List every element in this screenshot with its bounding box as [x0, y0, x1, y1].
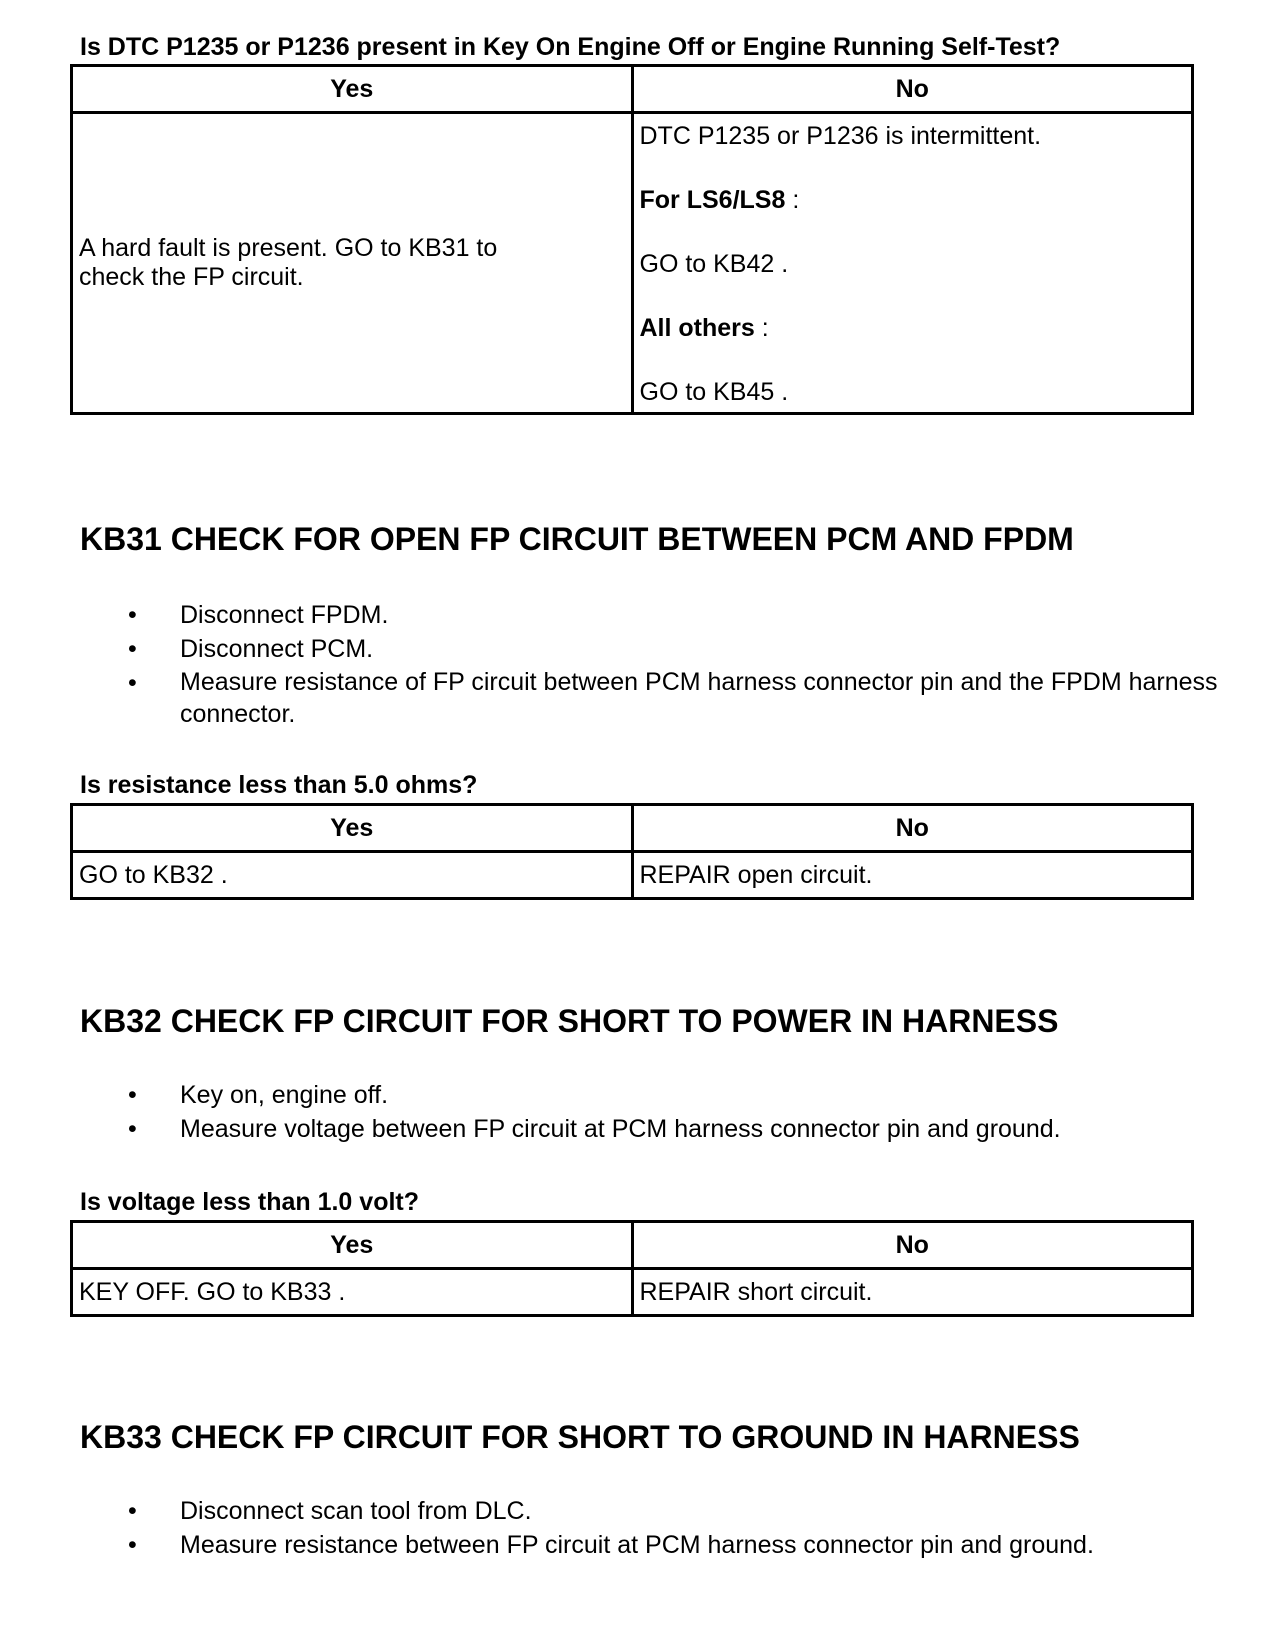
table-row: [72, 113, 1193, 414]
no-cell: REPAIR short circuit.: [632, 1269, 1193, 1316]
yes-header: Yes: [72, 66, 633, 113]
no-cell: [632, 113, 1193, 414]
kb32-heading: KB32 CHECK FP CIRCUIT FOR SHORT TO POWER IN HARNESS: [80, 1003, 1059, 1039]
table-row: [72, 1269, 1193, 1316]
ls-models-label: For LS6/LS8 :: [639, 186, 800, 214]
kb33-steps: [120, 1494, 1240, 1562]
kb32-question: Is voltage less than 1.0 volt?: [80, 1188, 420, 1216]
yes-header: Yes: [72, 1222, 633, 1269]
intermittent-text: DTC P1235 or P1236 is intermittent.: [639, 122, 1042, 150]
no-header: No: [632, 1222, 1193, 1269]
goto-kb42-text: GO to KB42 .: [639, 250, 789, 278]
yes-cell: KEY OFF. GO to KB33 .: [72, 1269, 633, 1316]
list-item: • Disconnect PCM.: [128, 635, 374, 663]
list-item: • Key on, engine off.: [128, 1081, 389, 1109]
kb31-heading: KB31 CHECK FOR OPEN FP CIRCUIT BETWEEN PCM AND FPDM: [80, 521, 1074, 557]
yes-text: A hard fault is present. GO to KB31 to check the FP circuit.: [79, 234, 498, 291]
yes-cell: GO to KB32 .: [72, 852, 633, 899]
table-header-row: [72, 805, 1193, 852]
kb31-question: Is resistance less than 5.0 ohms?: [80, 771, 478, 799]
kb31-yes-no-table: [70, 803, 1194, 900]
table-header-row: [72, 66, 1193, 113]
no-header: No: [632, 805, 1193, 852]
dtc-yes-no-table: [70, 64, 1194, 415]
goto-kb45-text: GO to KB45 .: [639, 378, 789, 406]
table-row: [72, 852, 1193, 899]
kb33-heading: KB33 CHECK FP CIRCUIT FOR SHORT TO GROUND IN HARNESS: [80, 1419, 1080, 1455]
table-header-row: [72, 1222, 1193, 1269]
kb31-steps: [120, 598, 1240, 730]
list-item: • Measure resistance of FP circuit between PCM harness connector pin and the FPDM harness connector.: [128, 668, 1218, 728]
no-header: No: [632, 66, 1193, 113]
kb32-yes-no-table: [70, 1220, 1194, 1317]
list-item: • Disconnect FPDM.: [128, 601, 389, 629]
dtc-question: Is DTC P1235 or P1236 present in Key On Engine Off or Engine Running Self-Test?: [80, 33, 1061, 61]
no-cell: REPAIR open circuit.: [632, 852, 1193, 899]
list-item: • Measure voltage between FP circuit at PCM harness connector pin and ground.: [128, 1115, 1061, 1143]
list-item: • Disconnect scan tool from DLC.: [128, 1497, 532, 1525]
list-item: • Measure resistance between FP circuit at PCM harness connector pin and ground.: [128, 1531, 1094, 1559]
yes-cell: [72, 113, 633, 414]
kb32-steps: [120, 1078, 1240, 1146]
yes-header: Yes: [72, 805, 633, 852]
all-others-label: All others :: [639, 314, 769, 342]
